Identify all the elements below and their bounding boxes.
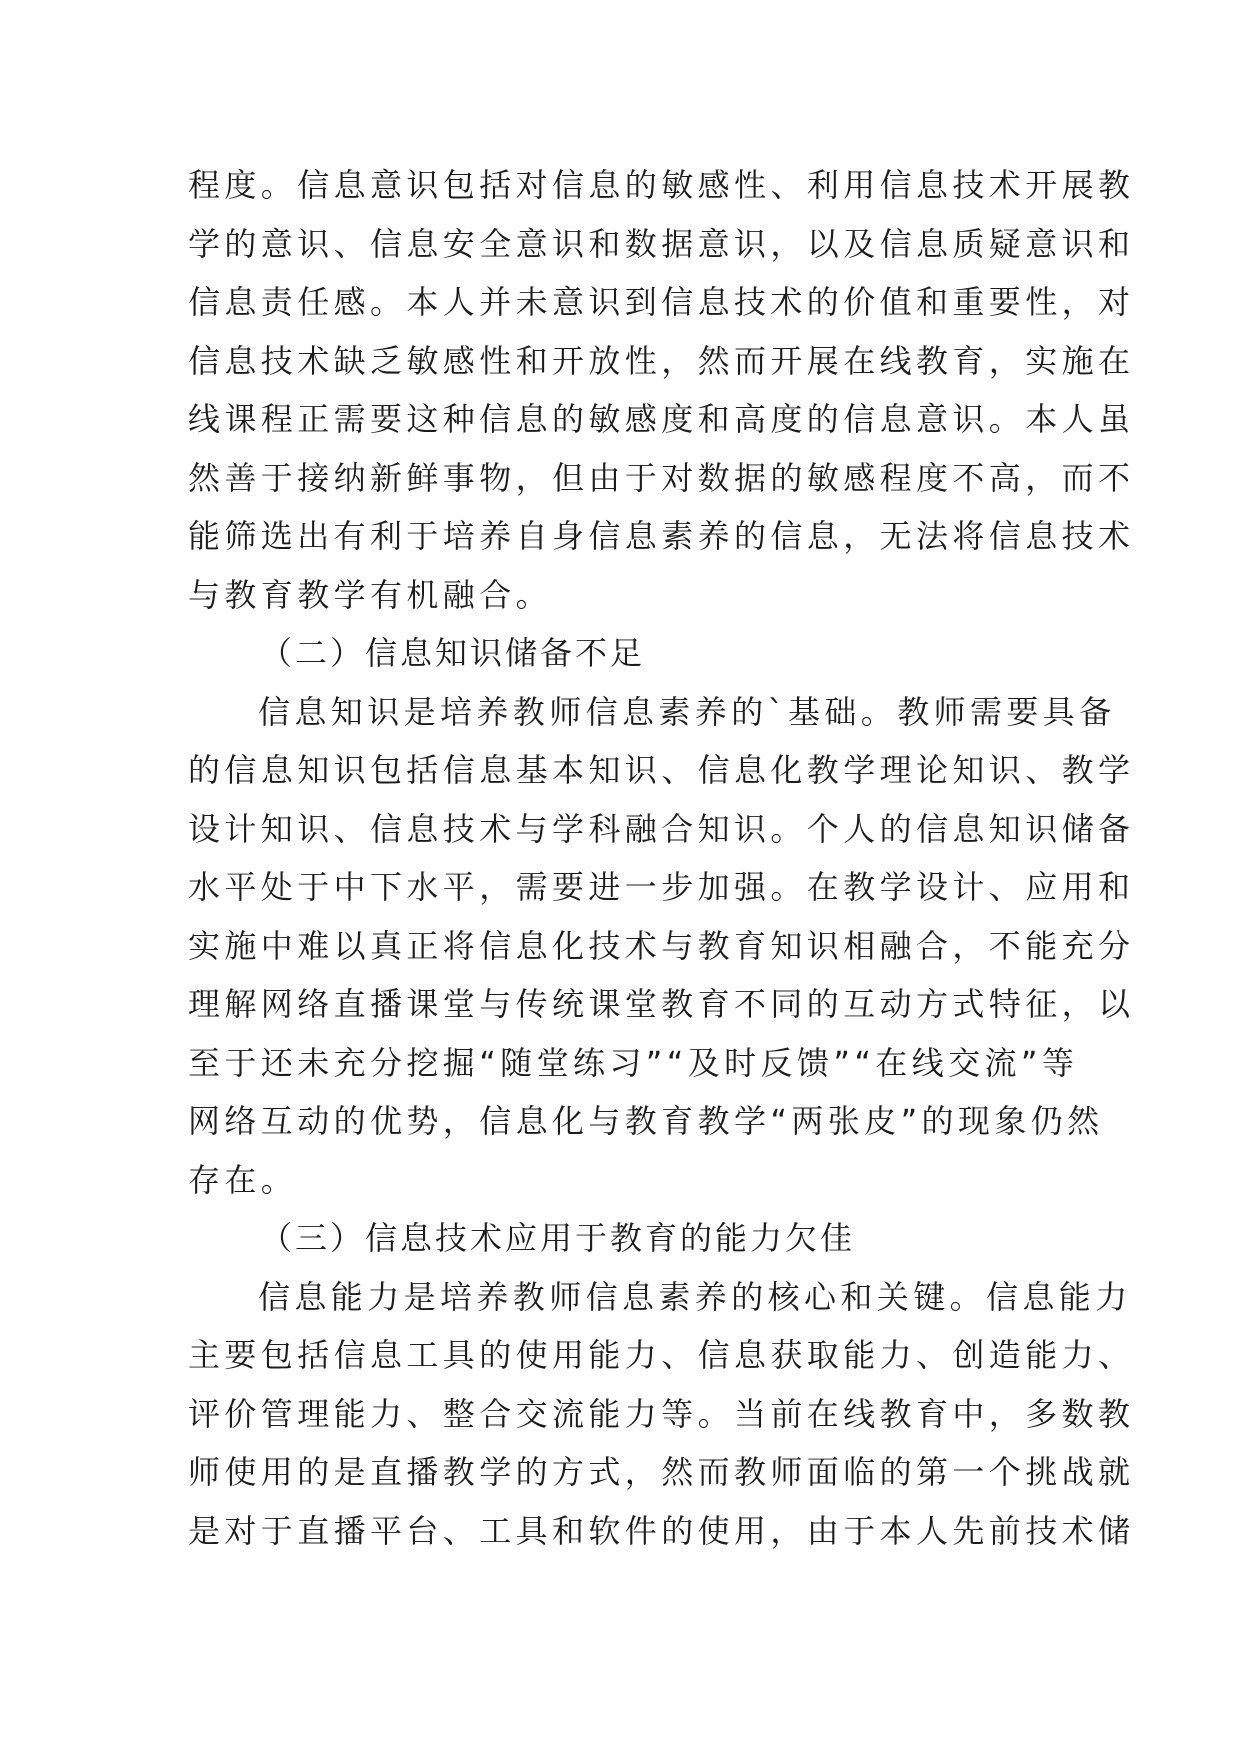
paragraph-line: 设计知识、信息技术与学科融合知识。个人的信息知识储备 xyxy=(188,809,1135,848)
paragraph-line: 学的意识、信息安全意识和数据意识，以及信息质疑意识和 xyxy=(188,224,1135,263)
paragraph-line: 理解网络直播课堂与传统课堂教育不同的互动方式特征，以 xyxy=(188,985,1135,1023)
document-body xyxy=(188,156,1135,1560)
paragraph-line: 师使用的是直播教学的方式，然而教师面临的第一个挑战就 xyxy=(188,1453,1135,1491)
paragraph-line: 信息知识是培养教师信息素养的`基础。教师需要具备 xyxy=(258,692,1116,731)
paragraph-line: 评价管理能力、整合交流能力等。当前在线教育中，多数教 xyxy=(188,1394,1135,1433)
paragraph-line: 网络互动的优势，信息化与教育教学“两张皮”的现象仍然 xyxy=(188,1102,1104,1140)
paragraph-line: 水平处于中下水平，需要进一步加强。在教学设计、应用和 xyxy=(188,868,1135,906)
paragraph-line: 能筛选出有利于培养自身信息素养的信息，无法将信息技术 xyxy=(188,517,1135,555)
paragraph-line: 存在。 xyxy=(188,1160,298,1199)
paragraph-line: 信息技术缺乏敏感性和开放性，然而开展在线教育，实施在 xyxy=(188,341,1135,380)
paragraph-line: 信息责任感。本人并未意识到信息技术的价值和重要性，对 xyxy=(188,283,1135,321)
paragraph-line: 与教育教学有机融合。 xyxy=(188,575,553,614)
paragraph-line: 主要包括信息工具的使用能力、信息获取能力、创造能力、 xyxy=(188,1336,1135,1374)
section-heading: （二）信息知识储备不足 xyxy=(260,634,646,672)
paragraph-line: 的信息知识包括信息基本知识、信息化教学理论知识、教学 xyxy=(188,751,1135,789)
paragraph-line: 然善于接纳新鲜事物，但由于对数据的敏感程度不高，而不 xyxy=(188,458,1135,497)
paragraph-line: 是对于直播平台、工具和软件的使用，由于本人先前技术储 xyxy=(188,1511,1135,1550)
section-heading: （三）信息技术应用于教育的能力欠佳 xyxy=(260,1219,856,1257)
paragraph-line: 信息能力是培养教师信息素养的核心和关键。信息能力 xyxy=(258,1277,1132,1316)
paragraph-line: 线课程正需要这种信息的敏感度和高度的信息意识。本人虽 xyxy=(188,400,1135,438)
paragraph-line: 实施中难以真正将信息化技术与教育知识相融合，不能充分 xyxy=(188,926,1135,965)
paragraph-line: 程度。信息意识包括对信息的敏感性、利用信息技术开展教 xyxy=(188,166,1135,204)
paragraph-line: 至于还未充分挖掘“随堂练习”“及时反馈”“在线交流”等 xyxy=(188,1043,1079,1082)
